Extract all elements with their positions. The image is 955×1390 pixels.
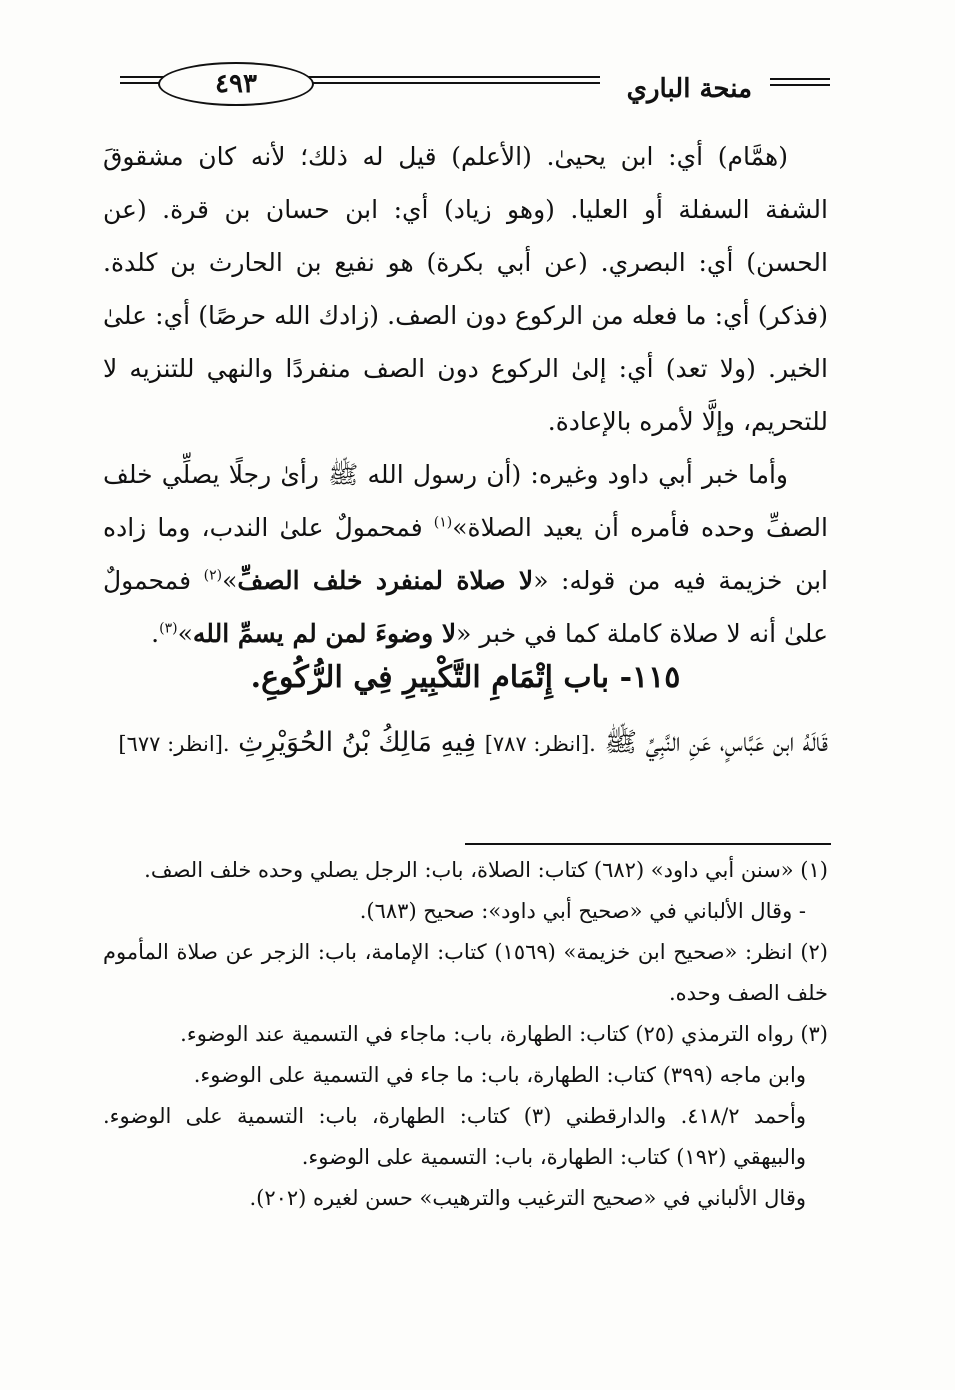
- footnote-ref-2: (٢): [203, 567, 223, 584]
- page-number-badge: ٤٩٣: [158, 62, 314, 106]
- hadith-text: فِيهِ مَالِكُ بْنُ الحُوَيْرِثِ: [229, 727, 485, 758]
- quote-hadith-1: لا صلاة لمنفرد خلف الصفِّ: [237, 566, 534, 595]
- footnote-1-note: - وقال الألباني في «صحيح أبي داود»: صحيح (٦٨٣).: [359, 899, 806, 923]
- cross-reference: .[انظر: ٧٨٧]: [484, 732, 596, 756]
- header-rule-right: [770, 78, 830, 80]
- paragraph-commentary: (همَّام) أي: ابن يحيىٰ. (الأعلم) قيل له ذلك؛ لأنه كان مشقوقَ الشفة السفلة أو العليا. (وهو زياد) أي: ابن حسان بن قرة. (عن الحسن) أي: البصري. (عن أبي بكرة) هو نفيع بن الحارث بن كلدة. (فذكر) أي: ما فعله من الركوع دون الصف. (زادك الله حرصًا) أي: علىٰ الخير. (ولا تعد) أي: إلىٰ الركوع دون الصف منفردًا والنهي للتنزيه لا للتحريم، وإلَّا لأمره بالإعادة.: [103, 142, 828, 436]
- footnote-3-note: وأحمد ٤١٨/٢. والدارقطني (٣) كتاب: الطهارة، باب: التسمية على الوضوء. والبيهقي (١٩٢) كتاب: الطهارة، باب: التسمية على الوضوء.: [103, 1104, 806, 1169]
- text-segment: وأما خبر أبي داود وغيره: (أن رسول الله ﷺ رأىٰ رجلًا يصلِّي خلف الصفِّ وحده فأمره أن يعيد الصلاة»: [103, 460, 828, 542]
- text-segment: فمحمولٌ علىٰ أنه لا صلاة كاملة كما في خبر «: [103, 566, 828, 648]
- footnote-3-note: وقال الألباني في «صحيح الترغيب والترهيب» حسن لغيره (٢٠٢).: [249, 1186, 806, 1210]
- text-segment: »: [177, 619, 193, 648]
- footnote-3: (٣) رواه الترمذي (٢٥) كتاب: الطهارة، باب: ماجاء في التسمية عند الوضوء.: [180, 1022, 828, 1046]
- quote-hadith-2: لا وضوءَ لمن لم يسمِّ الله: [192, 619, 457, 648]
- footnote-separator: [465, 843, 831, 845]
- text-segment: فمحمولٌ علىٰ الندب، وما زاده ابن خزيمة فيه من قوله: «: [103, 513, 828, 595]
- footnote-2: (٢) انظر: «صحيح ابن خزيمة» (١٥٦٩) كتاب: الإمامة، باب: الزجر عن صلاة المأموم خلف الصف وحده.: [103, 940, 828, 1005]
- page-header: [100, 60, 830, 110]
- chapter-heading: ١١٥- باب إِتْمَامِ التَّكْبِيرِ فِي الرُّكُوعِ.: [250, 660, 681, 695]
- header-rule-right-2: [770, 84, 830, 86]
- text-segment: »: [222, 566, 238, 595]
- cross-reference: .[انظر: ٦٧٧]: [118, 732, 230, 756]
- text-segment: .: [151, 619, 160, 648]
- paragraph-discussion: [103, 448, 828, 660]
- footnote-1: (١) «سنن أبي داود» (٦٨٢) كتاب: الصلاة، باب: الرجل يصلي وحده خلف الصف.: [144, 858, 828, 882]
- footnotes: [103, 850, 828, 1219]
- hadith-text: قَالَهُ ابن عَبَّاسٍ، عَنِ النَّبِيِّ ﷺ: [595, 727, 828, 758]
- footnote-ref-1: (١): [433, 514, 453, 531]
- chapter-hadith: [103, 715, 828, 772]
- book-title: منحة الباري: [626, 74, 752, 104]
- footnote-ref-3: (٣): [159, 620, 178, 637]
- main-text: [103, 130, 828, 660]
- footnote-3-note: وابن ماجه (٣٩٩) كتاب: الطهارة، باب: ما جاء في التسمية على الوضوء.: [193, 1063, 806, 1087]
